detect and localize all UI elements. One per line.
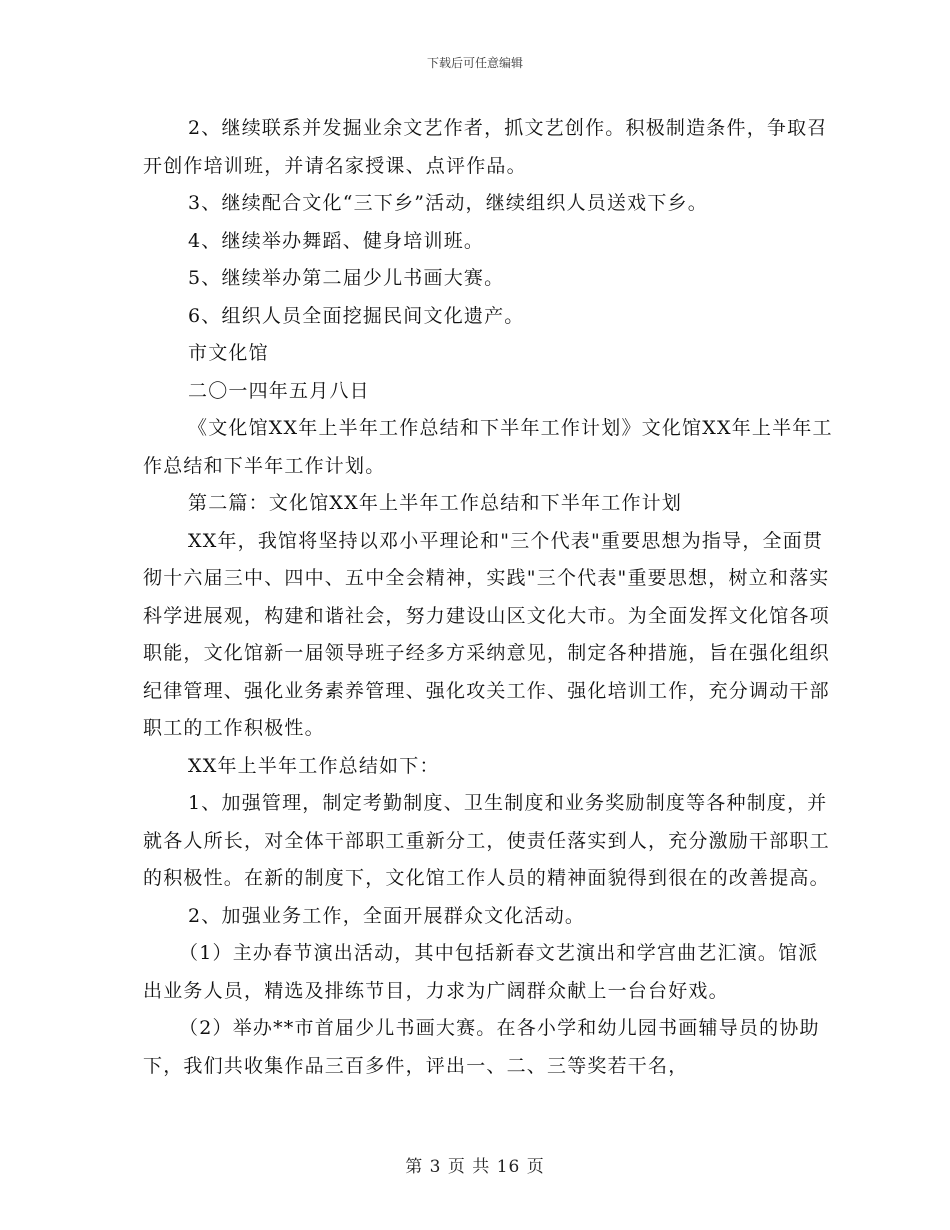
paragraph-subitem-2: （2）举办**市首届少儿书画大赛。在各小学和幼儿园书画辅导员的协助下，我们共收集作品三百多件，评出一、二、三等奖若干名， bbox=[143, 1017, 820, 1077]
paragraph-subitem-1: （1）主办春节演出活动，其中包括新春文艺演出和学宫曲艺汇演。馆派出业务人员，精选及排练节目，力求为广阔群众献上一台台好戏。 bbox=[143, 942, 819, 1002]
document-body bbox=[143, 110, 833, 1085]
section-heading: 第二篇：文化馆XX年上半年工作总结和下半年工作计划 bbox=[188, 492, 683, 514]
paragraph-plan-item-4: 4、继续举办舞蹈、健身培训班。 bbox=[188, 229, 485, 252]
paragraph-summary-heading: XX年上半年工作总结如下： bbox=[188, 754, 440, 777]
paragraph-summary-item-1: 1、加强管理，制定考勤制度、卫生制度和业务奖励制度等各种制度，并就各人所长，对全体干部职工重新分工，使责任落实到人，充分激励干部职工的积极性。在新的制度下，文化馆工作人员的精神面貌得到很在的改善提高。 bbox=[143, 792, 830, 889]
paragraph-plan-item-3: 3、继续配合文化“三下乡”活动，继续组织人员送戏下乡。 bbox=[188, 192, 708, 214]
paragraph-intro: XX年，我馆将坚持以邓小平理论和"三个代表"重要思想为指导，全面贯彻十六届三中、四中、五中全会精神，实践"三个代表"重要思想，树立和落实科学进展观，构建和谐社会，努力建设山区文化大市。为全面发挥文化馆各项职能，文化馆新一届领导班子经多方采纳意见，制定各种措施，旨在强化组织纪律管理、强化业务素养管理、强化攻关工作、强化培训工作，充分调动干部职工的工作积极性。 bbox=[143, 529, 830, 739]
signature-organization: 市文化馆 bbox=[188, 342, 269, 364]
paragraph-plan-item-2: 2、继续联系并发掘业余文艺作者，抓文艺创作。积极制造条件，争取召开创作培训班，并请名家授课、点评作品。 bbox=[143, 117, 828, 177]
page-number: 第 3 页 共 16 页 bbox=[405, 1157, 545, 1177]
signature-date: 二〇一四年五月八日 bbox=[188, 379, 370, 402]
page-header: 下载后可任意编辑 bbox=[426, 56, 523, 70]
paragraph-title-reference: 《文化馆XX年上半年工作总结和下半年工作计划》文化馆XX年上半年工作总结和下半年工作计划。 bbox=[143, 417, 833, 477]
paragraph-plan-item-5: 5、继续举办第二届少儿书画大赛。 bbox=[188, 267, 505, 289]
paragraph-summary-item-2: 2、加强业务工作，全面开展群众文化活动。 bbox=[188, 904, 586, 927]
paragraph-plan-item-6: 6、组织人员全面挖掘民间文化遗产。 bbox=[188, 304, 525, 327]
